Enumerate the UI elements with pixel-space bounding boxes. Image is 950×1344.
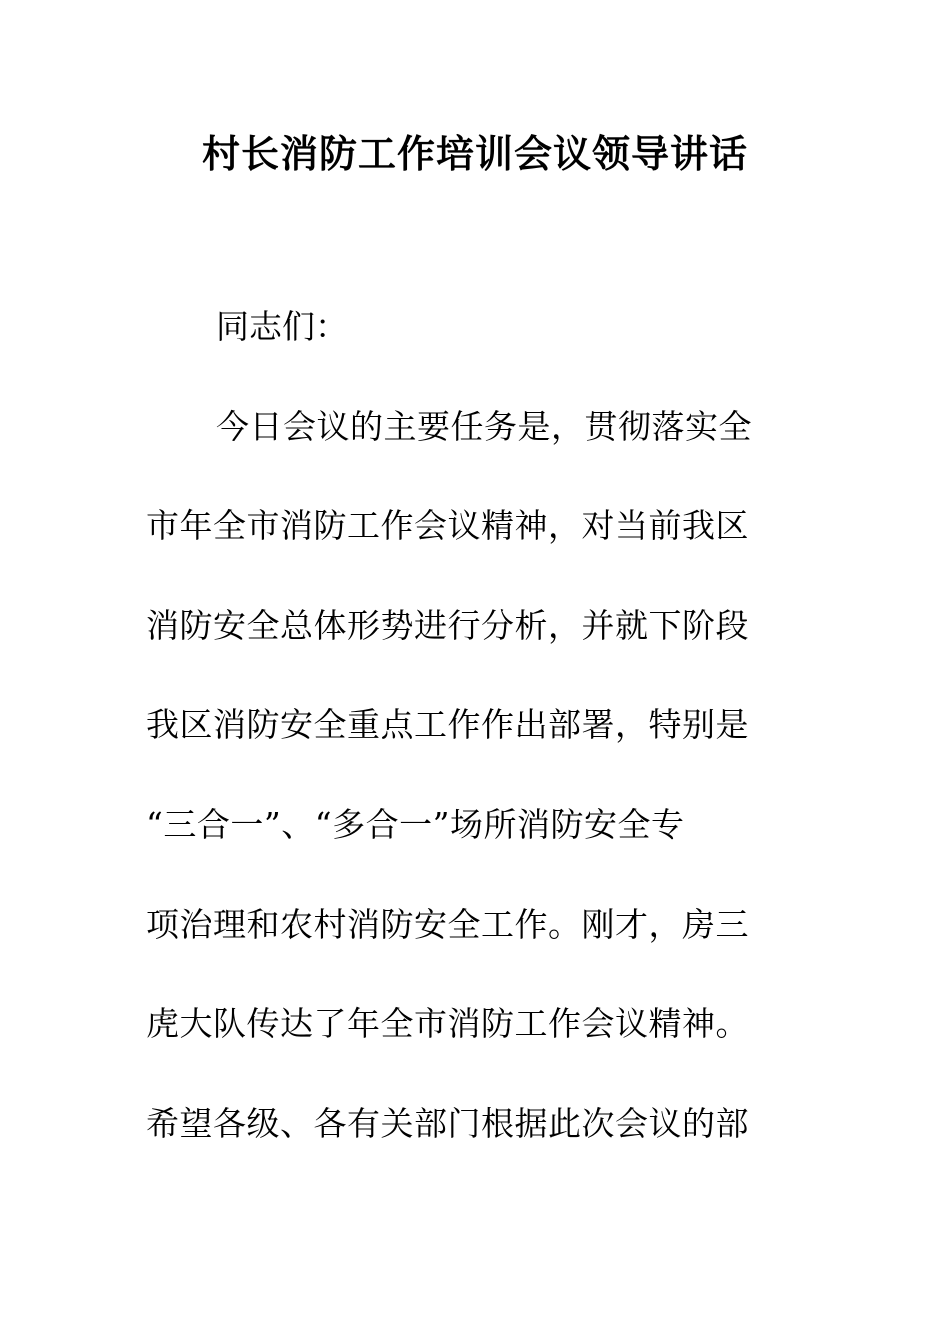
salutation: 同志们：	[216, 307, 348, 346]
body-line: 市年全市消防工作会议精神，对当前我区	[146, 506, 749, 545]
body-line: 项治理和农村消防安全工作。刚才，房三	[146, 905, 749, 944]
body-line: 今日会议的主要任务是，贯彻落实全	[216, 407, 752, 446]
body-line: 希望各级、各有关部门根据此次会议的部	[146, 1104, 749, 1143]
body-line: 我区消防安全重点工作作出部署，特别是	[146, 705, 749, 744]
body-line: 虎大队传达了年全市消防工作会议精神。	[146, 1004, 749, 1043]
body-line: “三合一”、“多合一”场所消防安全专	[146, 805, 685, 844]
document-title: 村长消防工作培训会议领导讲话	[201, 132, 748, 176]
body-line: 消防安全总体形势进行分析，并就下阶段	[146, 606, 749, 645]
